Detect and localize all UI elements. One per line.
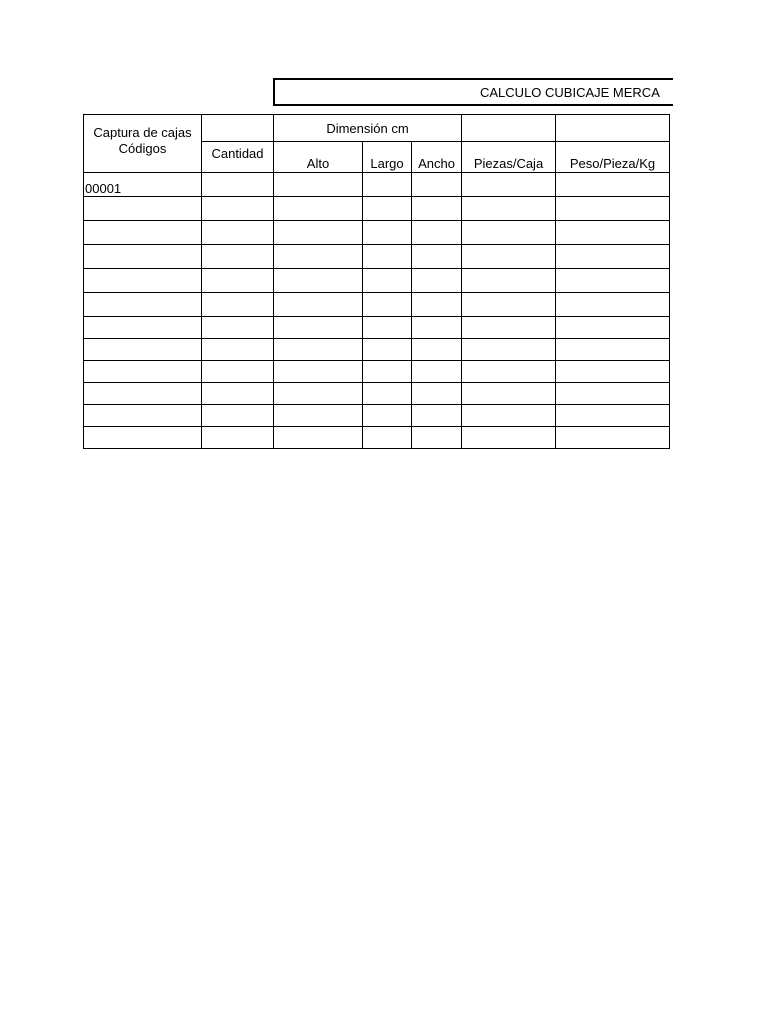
header-blank-quantity-top[interactable] <box>202 115 274 142</box>
cell-pieces-per-box[interactable] <box>462 317 556 339</box>
cell-pieces-per-box[interactable] <box>462 197 556 221</box>
cell-length[interactable] <box>363 245 412 269</box>
cell-code[interactable] <box>84 317 202 339</box>
cell-width[interactable] <box>412 245 462 269</box>
table-row <box>84 361 670 383</box>
header-width[interactable]: Ancho <box>412 142 462 173</box>
cell-code[interactable] <box>84 221 202 245</box>
cell-quantity[interactable] <box>202 269 274 293</box>
table-row <box>84 293 670 317</box>
cell-quantity[interactable] <box>202 339 274 361</box>
cell-code[interactable] <box>84 339 202 361</box>
cell-weight-per-piece[interactable] <box>556 383 670 405</box>
cell-weight-per-piece[interactable] <box>556 317 670 339</box>
cell-quantity[interactable] <box>202 197 274 221</box>
cell-pieces-per-box[interactable] <box>462 269 556 293</box>
cell-height[interactable] <box>274 427 363 449</box>
sheet-title-box <box>273 78 673 106</box>
header-height[interactable]: Alto <box>274 142 363 173</box>
table-row <box>84 269 670 293</box>
table-row <box>84 317 670 339</box>
cell-width[interactable] <box>412 383 462 405</box>
cell-pieces-per-box[interactable] <box>462 361 556 383</box>
cell-width[interactable] <box>412 361 462 383</box>
cell-pieces-per-box[interactable] <box>462 221 556 245</box>
table-row <box>84 383 670 405</box>
cell-weight-per-piece[interactable] <box>556 245 670 269</box>
cell-length[interactable] <box>363 293 412 317</box>
cell-quantity[interactable] <box>202 317 274 339</box>
cell-quantity[interactable] <box>202 221 274 245</box>
cell-code[interactable]: 00001 <box>84 173 202 197</box>
cell-weight-per-piece[interactable] <box>556 405 670 427</box>
header-blank-weight-top[interactable] <box>556 115 670 142</box>
header-weight-per-piece[interactable]: Peso/Pieza/Kg <box>556 142 670 173</box>
header-pieces-per-box[interactable]: Piezas/Caja <box>462 142 556 173</box>
cell-code[interactable] <box>84 405 202 427</box>
cell-pieces-per-box[interactable] <box>462 293 556 317</box>
cell-length[interactable] <box>363 361 412 383</box>
header-blank-pieces-top[interactable] <box>462 115 556 142</box>
cell-quantity[interactable] <box>202 173 274 197</box>
cell-length[interactable] <box>363 173 412 197</box>
cell-height[interactable] <box>274 197 363 221</box>
cell-code[interactable] <box>84 361 202 383</box>
cell-code[interactable] <box>84 245 202 269</box>
table-row <box>84 197 670 221</box>
cell-weight-per-piece[interactable] <box>556 269 670 293</box>
cell-width[interactable] <box>412 317 462 339</box>
cell-pieces-per-box[interactable] <box>462 405 556 427</box>
header-row-top <box>84 115 670 142</box>
cell-weight-per-piece[interactable] <box>556 361 670 383</box>
cell-quantity[interactable] <box>202 427 274 449</box>
cell-height[interactable] <box>274 339 363 361</box>
header-length[interactable]: Largo <box>363 142 412 173</box>
cell-code[interactable] <box>84 197 202 221</box>
table-row <box>84 221 670 245</box>
cell-length[interactable] <box>363 197 412 221</box>
cell-length[interactable] <box>363 221 412 245</box>
cell-height[interactable] <box>274 293 363 317</box>
cell-height[interactable] <box>274 405 363 427</box>
header-dimension-group[interactable]: Dimensión cm <box>274 115 462 142</box>
cell-code[interactable] <box>84 293 202 317</box>
cell-pieces-per-box[interactable] <box>462 245 556 269</box>
cell-weight-per-piece[interactable] <box>556 197 670 221</box>
cell-length[interactable] <box>363 427 412 449</box>
cell-code[interactable] <box>84 269 202 293</box>
cell-length[interactable] <box>363 317 412 339</box>
cell-pieces-per-box[interactable] <box>462 339 556 361</box>
cell-quantity[interactable] <box>202 405 274 427</box>
cell-quantity[interactable] <box>202 245 274 269</box>
cell-length[interactable] <box>363 383 412 405</box>
cell-quantity[interactable] <box>202 361 274 383</box>
cell-width[interactable] <box>412 427 462 449</box>
cell-length[interactable] <box>363 269 412 293</box>
cell-quantity[interactable] <box>202 383 274 405</box>
cell-height[interactable] <box>274 383 363 405</box>
cell-code[interactable] <box>84 383 202 405</box>
sheet-title: CALCULO CUBICAJE MERCA <box>480 85 660 100</box>
cell-weight-per-piece[interactable] <box>556 339 670 361</box>
cell-width[interactable] <box>412 293 462 317</box>
cell-code[interactable] <box>84 427 202 449</box>
cell-pieces-per-box[interactable] <box>462 173 556 197</box>
cubicaje-table <box>83 114 670 449</box>
header-codes[interactable]: Captura de cajas Códigos <box>84 115 202 173</box>
cell-height[interactable] <box>274 245 363 269</box>
cell-width[interactable] <box>412 173 462 197</box>
cell-height[interactable] <box>274 221 363 245</box>
cell-width[interactable] <box>412 269 462 293</box>
cell-length[interactable] <box>363 339 412 361</box>
table-row <box>84 173 670 197</box>
table-row <box>84 405 670 427</box>
table-row <box>84 339 670 361</box>
cell-width[interactable] <box>412 405 462 427</box>
cell-pieces-per-box[interactable] <box>462 383 556 405</box>
cell-weight-per-piece[interactable] <box>556 427 670 449</box>
table-row <box>84 427 670 449</box>
cell-width[interactable] <box>412 221 462 245</box>
cell-height[interactable] <box>274 269 363 293</box>
cell-height[interactable] <box>274 317 363 339</box>
table-row <box>84 245 670 269</box>
cell-weight-per-piece[interactable] <box>556 293 670 317</box>
cell-quantity[interactable] <box>202 293 274 317</box>
cell-width[interactable] <box>412 339 462 361</box>
cell-weight-per-piece[interactable] <box>556 173 670 197</box>
cell-height[interactable] <box>274 361 363 383</box>
cell-weight-per-piece[interactable] <box>556 221 670 245</box>
cell-pieces-per-box[interactable] <box>462 427 556 449</box>
cell-width[interactable] <box>412 197 462 221</box>
header-quantity[interactable]: Cantidad <box>202 142 274 173</box>
cell-height[interactable] <box>274 173 363 197</box>
cell-length[interactable] <box>363 405 412 427</box>
